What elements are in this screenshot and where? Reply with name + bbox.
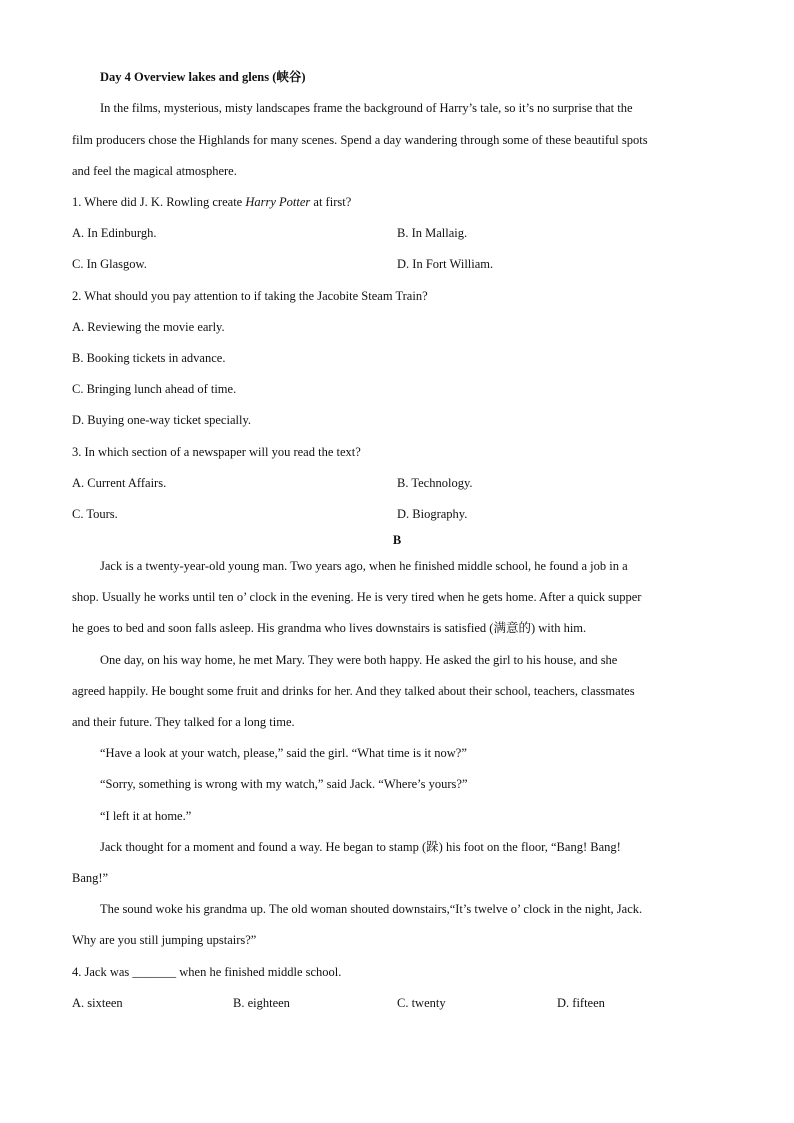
passage-line: “Sorry, something is wrong with my watch,” said Jack. “Where’s yours?” xyxy=(100,777,468,791)
question-1-stem-pre: 1. Where did J. K. Rowling create xyxy=(72,195,246,209)
option-1b: B. In Mallaig. xyxy=(397,226,468,240)
option-3d: D. Biography. xyxy=(397,507,468,521)
passage-line: Why are you still jumping upstairs?” xyxy=(72,933,257,947)
option-4d: D. fifteen xyxy=(557,996,605,1010)
option-4c: C. twenty xyxy=(397,996,446,1010)
passage-line: Bang!” xyxy=(72,871,109,885)
option-3a: A. Current Affairs. xyxy=(72,476,167,490)
intro-line: film producers chose the Highlands for many scenes. Spend a day wandering through some of these beautiful spots xyxy=(72,133,648,147)
section-b-heading: B xyxy=(392,533,402,547)
passage-line: “Have a look at your watch, please,” said the girl. “What time is it now?” xyxy=(100,746,467,760)
option-1a: A. In Edinburgh. xyxy=(72,226,157,240)
question-1-stem-post: at first? xyxy=(310,195,352,209)
option-4b: B. eighteen xyxy=(233,996,290,1010)
passage-line: agreed happily. He bought some fruit and drinks for her. And they talked about their school, teachers, classmates xyxy=(72,684,635,698)
passage-line: Jack is a twenty-year-old young man. Two years ago, when he finished middle school, he found a job in a xyxy=(100,559,628,573)
question-3-stem: 3. In which section of a newspaper will you read the text? xyxy=(72,445,361,459)
passage-line: shop. Usually he works until ten o’ clock in the evening. He is very tired when he gets home. After a quick supper xyxy=(72,590,642,604)
option-3c: C. Tours. xyxy=(72,507,118,521)
question-2-stem: 2. What should you pay attention to if taking the Jacobite Steam Train? xyxy=(72,289,428,303)
intro-line: In the films, mysterious, misty landscapes frame the background of Harry’s tale, so it’s no surprise that the xyxy=(100,101,633,115)
passage-line: The sound woke his grandma up. The old woman shouted downstairs,“It’s twelve o’ clock in the night, Jack. xyxy=(100,902,643,916)
passage-line: he goes to bed and soon falls asleep. His grandma who lives downstairs is satisfied (满意的) with him. xyxy=(72,621,587,635)
day4-heading: Day 4 Overview lakes and glens (峡谷) xyxy=(100,70,306,84)
passage-line: Jack thought for a moment and found a way. He began to stamp (跺) his foot on the floor, “Bang! Bang! xyxy=(100,840,621,854)
question-4-stem: 4. Jack was _______ when he finished middle school. xyxy=(72,965,342,979)
passage-line: One day, on his way home, he met Mary. They were both happy. He asked the girl to his house, and she xyxy=(100,653,618,667)
option-2b: B. Booking tickets in advance. xyxy=(72,351,226,365)
option-3b: B. Technology. xyxy=(397,476,473,490)
option-1d: D. In Fort William. xyxy=(397,257,494,271)
option-1c: C. In Glasgow. xyxy=(72,257,147,271)
book-title-italic: Harry Potter xyxy=(245,195,311,209)
option-4a: A. sixteen xyxy=(72,996,123,1010)
option-2a: A. Reviewing the movie early. xyxy=(72,320,225,334)
question-1-stem xyxy=(72,194,351,210)
passage-line: “I left it at home.” xyxy=(100,809,192,823)
intro-line: and feel the magical atmosphere. xyxy=(72,164,237,178)
option-2c: C. Bringing lunch ahead of time. xyxy=(72,382,237,396)
passage-line: and their future. They talked for a long time. xyxy=(72,715,295,729)
option-2d: D. Buying one-way ticket specially. xyxy=(72,413,252,427)
